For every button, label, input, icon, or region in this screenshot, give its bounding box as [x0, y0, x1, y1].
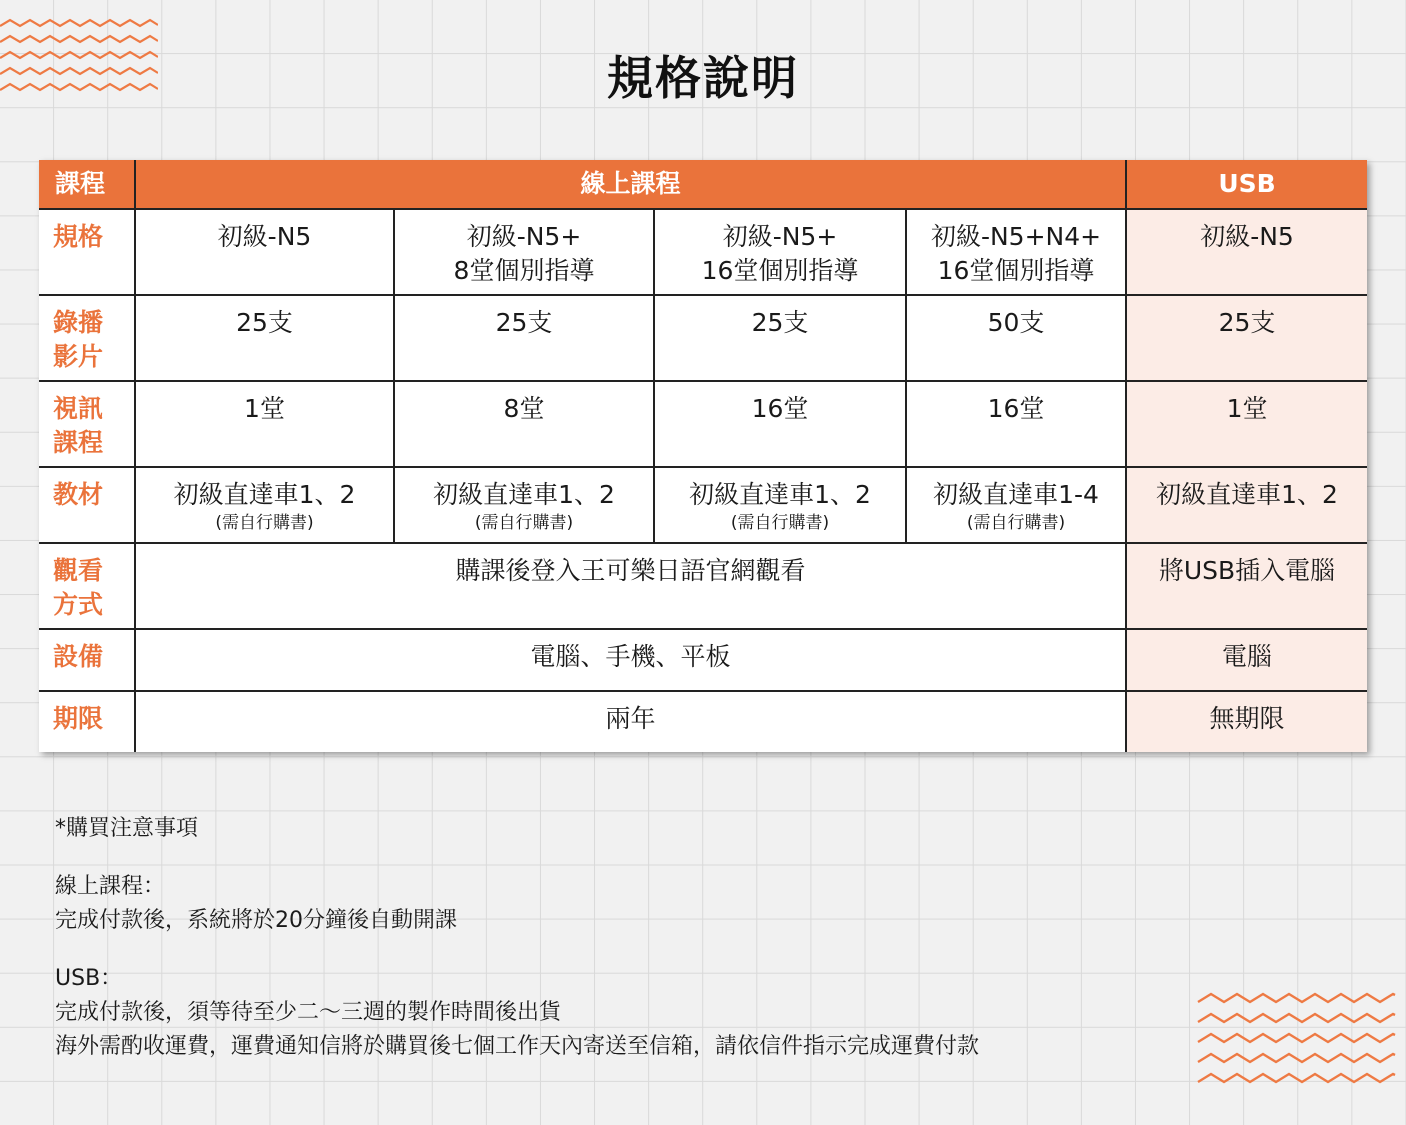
cell-material-1 [135, 467, 394, 543]
cell-material-3 [654, 467, 906, 543]
table-row-live [39, 381, 1367, 467]
row-label-live-line2: 課程 [53, 428, 104, 457]
cell-video-usb: 25支 [1126, 295, 1367, 381]
cell-live-4: 16堂 [906, 381, 1126, 467]
page-title: 規格說明 [607, 51, 799, 105]
row-label-watch [39, 543, 135, 629]
row-label-device: 設備 [39, 629, 135, 691]
cell-material-1-note: (需自行購書) [215, 513, 314, 533]
cell-video-1: 25支 [135, 295, 394, 381]
cell-material-3-title: 初級直達車1、2 [689, 480, 871, 509]
cell-spec-3-line2: 16堂個別指導 [701, 256, 859, 285]
notes-online-title: 線上課程： [55, 874, 166, 899]
cell-live-2: 8堂 [394, 381, 654, 467]
cell-spec-4-line2: 16堂個別指導 [937, 256, 1095, 285]
cell-material-4 [906, 467, 1126, 543]
cell-spec-2-line1: 初級-N5+ [466, 222, 582, 251]
wave-pattern-icon [1196, 990, 1406, 1094]
cell-material-2-title: 初級直達車1、2 [433, 480, 615, 509]
header-online-course: 線上課程 [135, 160, 1126, 209]
header-usb: USB [1126, 160, 1367, 209]
cell-live-1: 1堂 [135, 381, 394, 467]
table-row-watch [39, 543, 1367, 629]
table-row-material [39, 467, 1367, 543]
cell-period-online: 兩年 [135, 691, 1126, 752]
table-header-row [39, 160, 1367, 209]
cell-device-usb: 電腦 [1126, 629, 1367, 691]
cell-spec-2 [394, 209, 654, 295]
row-label-material: 教材 [39, 467, 135, 543]
table-row-period [39, 691, 1367, 752]
row-label-live-line1: 視訊 [53, 394, 104, 423]
row-label-live [39, 381, 135, 467]
row-label-video-line1: 錄播 [53, 308, 104, 337]
notes-usb-title: USB： [55, 966, 123, 991]
cell-material-2-note: (需自行購書) [474, 513, 574, 533]
cell-device-online: 電腦、手機、平板 [135, 629, 1126, 691]
row-label-watch-line2: 方式 [53, 590, 104, 619]
cell-spec-usb: 初級-N5 [1126, 209, 1367, 295]
table-row-video [39, 295, 1367, 381]
cell-spec-3 [654, 209, 906, 295]
header-course-label: 課程 [39, 160, 135, 209]
cell-video-4: 50支 [906, 295, 1126, 381]
cell-spec-1: 初級-N5 [135, 209, 394, 295]
cell-watch-online: 購課後登入王可樂日語官網觀看 [135, 543, 1126, 629]
notes-usb-line2: 海外需酌收運費，運費通知信將於購買後七個工作天內寄送至信箱，請依信件指示完成運費付款 [55, 1034, 980, 1059]
cell-material-1-title: 初級直達車1、2 [173, 480, 356, 509]
cell-video-2: 25支 [394, 295, 654, 381]
cell-material-2 [394, 467, 654, 543]
cell-material-4-note: (需自行購書) [966, 513, 1066, 533]
cell-spec-2-line2: 8堂個別指導 [453, 256, 595, 285]
purchase-notes [55, 812, 979, 1064]
row-label-period: 期限 [39, 691, 135, 752]
row-label-watch-line1: 觀看 [53, 556, 104, 585]
cell-live-3: 16堂 [654, 381, 906, 467]
row-label-spec: 規格 [39, 209, 135, 295]
notes-usb-line1: 完成付款後，須等待至少二～三週的製作時間後出貨 [55, 1000, 562, 1025]
notes-online-line: 完成付款後，系統將於20分鐘後自動開課 [55, 908, 457, 933]
cell-spec-3-line1: 初級-N5+ [722, 222, 838, 251]
cell-material-3-note: (需自行購書) [730, 513, 830, 533]
notes-heading: *購買注意事項 [55, 816, 199, 841]
cell-spec-4-line1: 初級-N5+N4+ [930, 222, 1102, 251]
cell-spec-4 [906, 209, 1126, 295]
cell-watch-usb: 將USB插入電腦 [1126, 543, 1367, 629]
table-row-spec [39, 209, 1367, 295]
cell-video-3: 25支 [654, 295, 906, 381]
cell-period-usb: 無期限 [1126, 691, 1367, 752]
spec-table [39, 160, 1367, 752]
table-row-device [39, 629, 1367, 691]
cell-material-usb: 初級直達車1、2 [1126, 467, 1367, 543]
cell-live-usb: 1堂 [1126, 381, 1367, 467]
row-label-video [39, 295, 135, 381]
cell-material-4-title: 初級直達車1-4 [933, 480, 1099, 509]
row-label-video-line2: 影片 [53, 342, 104, 371]
